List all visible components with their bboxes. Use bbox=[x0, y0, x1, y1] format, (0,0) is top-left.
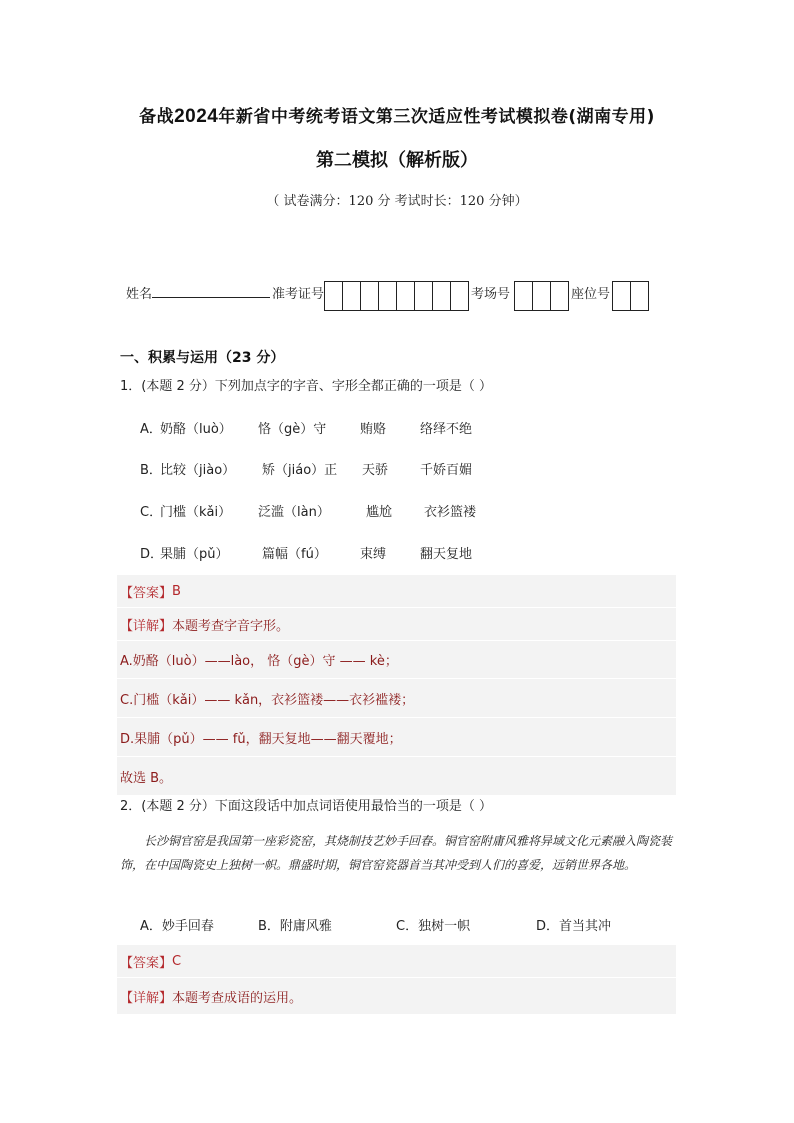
digit-box[interactable] bbox=[514, 281, 533, 311]
detail-line bbox=[117, 608, 676, 641]
seat-label: 座位号 bbox=[571, 287, 611, 302]
explanation-text: A.奶酪（luò）——lào， 恪（gè）守 —— kè； bbox=[120, 654, 398, 669]
option-word: 天骄 bbox=[362, 463, 389, 478]
exam-subtitle: 第二模拟（解析版） bbox=[316, 150, 478, 171]
answer-line bbox=[117, 945, 676, 978]
option-letter: B． bbox=[140, 463, 162, 478]
digit-box[interactable] bbox=[396, 281, 415, 311]
option-word: 比较（jiào） bbox=[160, 463, 236, 478]
digit-box[interactable] bbox=[550, 281, 569, 311]
digit-box[interactable] bbox=[450, 281, 469, 311]
option-word: 络绎不绝 bbox=[420, 422, 473, 437]
detail-line bbox=[117, 978, 676, 1015]
q2-answer-block bbox=[117, 945, 676, 1015]
option-word: 束缚 bbox=[360, 547, 387, 562]
exam-info: （ 试卷满分：120 分 考试时长：120 分钟） bbox=[266, 194, 528, 209]
option-word: 门槛（kǎi） bbox=[160, 505, 232, 520]
digit-box[interactable] bbox=[612, 281, 631, 311]
option-word: 贿赂 bbox=[360, 422, 387, 437]
detail-text: 本题考查字音字形。 bbox=[172, 618, 290, 634]
explanation-line bbox=[117, 757, 676, 796]
digit-box[interactable] bbox=[532, 281, 551, 311]
title-suffix: 年新省中考统考语文第三次适应性考试模拟卷(湖南专用) bbox=[218, 107, 655, 127]
exam-no-label: 准考证号 bbox=[272, 287, 325, 302]
room-label: 考场号 bbox=[471, 287, 511, 302]
option-letter: D． bbox=[140, 547, 164, 562]
seat-boxes[interactable] bbox=[612, 281, 649, 311]
digit-box[interactable] bbox=[432, 281, 451, 311]
q1-option-a[interactable] bbox=[140, 418, 472, 437]
exam-no-boxes[interactable] bbox=[324, 281, 469, 311]
option-word: 尴尬 bbox=[366, 505, 393, 520]
q2-option-d[interactable]: D．首当其冲 bbox=[536, 919, 612, 934]
explanation-text: C.门槛（kǎi）—— kǎn，衣衫篮褛——衣衫褴褛； bbox=[120, 692, 415, 708]
student-info-row bbox=[126, 281, 651, 313]
q2-option-b[interactable]: B．附庸风雅 bbox=[258, 919, 332, 934]
exam-title bbox=[0, 102, 794, 128]
detail-tag: 【详解】 bbox=[120, 618, 173, 634]
detail-tag: 【详解】 bbox=[120, 990, 173, 1006]
detail-text: 本题考查成语的运用。 bbox=[172, 990, 303, 1006]
option-word: 奶酪（luò） bbox=[160, 422, 232, 437]
q2-options bbox=[140, 915, 611, 934]
q2-option-c[interactable]: C．独树一帜 bbox=[396, 919, 471, 934]
answer-tag: 【答案】 bbox=[120, 585, 173, 601]
answer-line bbox=[117, 575, 676, 608]
answer-tag: 【答案】 bbox=[120, 955, 173, 971]
q1-answer-block bbox=[117, 575, 676, 796]
section-heading: 一、积累与运用（23 分） bbox=[120, 350, 285, 366]
q1-option-c[interactable] bbox=[140, 501, 476, 520]
digit-box[interactable] bbox=[342, 281, 361, 311]
explanation-line bbox=[117, 641, 676, 679]
option-letter: C． bbox=[140, 505, 163, 520]
option-word: 千娇百媚 bbox=[420, 463, 473, 478]
name-field[interactable] bbox=[152, 281, 270, 298]
q1-option-b[interactable] bbox=[140, 459, 472, 478]
title-prefix: 备战 bbox=[139, 107, 175, 127]
option-word: 翻天复地 bbox=[420, 547, 473, 562]
option-letter: A． bbox=[140, 422, 162, 437]
digit-box[interactable] bbox=[414, 281, 433, 311]
q1-option-d[interactable] bbox=[140, 543, 472, 562]
option-word: 衣衫篮褛 bbox=[424, 505, 477, 520]
digit-box[interactable] bbox=[378, 281, 397, 311]
q2-passage: 长沙铜官窑是我国第一座彩瓷窑，其烧制技艺妙手回春。铜官窑附庸风雅将异域文化元素融入陶瓷装饰，在中国陶瓷史上独树一帜。鼎盛时期，铜官窑瓷器首当其冲受到人们的喜爱，远销世界各地。 bbox=[120, 834, 673, 872]
q2-option-a[interactable]: A．妙手回春 bbox=[140, 919, 214, 934]
explanation-text: D.果脯（pǔ）—— fǔ，翻天复地——翻天覆地； bbox=[120, 731, 402, 747]
option-word: 恪（gè）守 bbox=[258, 422, 327, 437]
option-word: 矫（jiáo）正 bbox=[262, 463, 338, 478]
digit-box[interactable] bbox=[360, 281, 379, 311]
digit-box[interactable] bbox=[630, 281, 649, 311]
answer-value: B bbox=[172, 583, 181, 599]
answer-value: C bbox=[172, 953, 182, 969]
option-word: 泛滥（làn） bbox=[258, 505, 330, 520]
digit-box[interactable] bbox=[324, 281, 343, 311]
room-boxes[interactable] bbox=[514, 281, 569, 311]
explanation-line bbox=[117, 679, 676, 718]
explanation-line bbox=[117, 718, 676, 757]
question-2-stem: 2．(本题 2 分）下面这段话中加点词语使用最恰当的一项是（ ） bbox=[120, 799, 493, 814]
explanation-text: 故选 B。 bbox=[120, 770, 173, 786]
option-word: 篇幅（fú） bbox=[262, 547, 327, 562]
name-label: 姓名 bbox=[126, 287, 153, 302]
question-1-stem: 1．(本题 2 分）下列加点字的字音、字形全都正确的一项是（ ） bbox=[120, 379, 493, 394]
title-year: 2024 bbox=[174, 106, 219, 127]
option-word: 果脯（pǔ） bbox=[160, 547, 229, 562]
